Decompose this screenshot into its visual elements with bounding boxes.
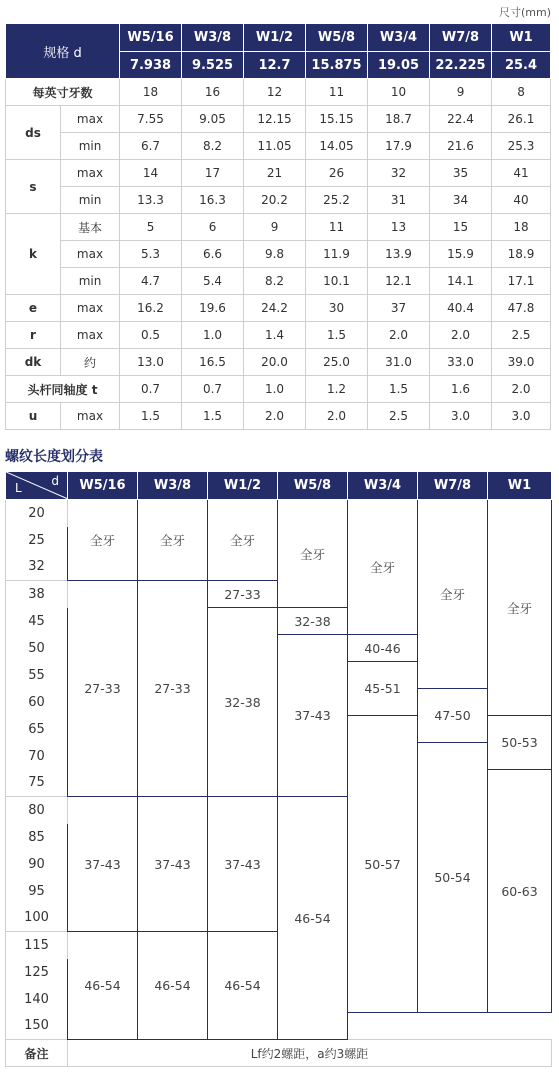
- size-header: W1/2: [208, 472, 278, 500]
- table-row: [6, 349, 551, 376]
- size-decimal: 9.525: [182, 52, 244, 79]
- row-label: dk: [6, 349, 61, 376]
- cell: 11: [306, 214, 368, 241]
- cell: 16.3: [182, 187, 244, 214]
- length-cell: 70: [6, 743, 68, 770]
- cell: 9.8: [244, 241, 306, 268]
- cell: 18.9: [492, 241, 551, 268]
- cell: 39.0: [492, 349, 551, 376]
- row-label: u: [6, 403, 61, 430]
- cell: 9: [430, 79, 492, 106]
- length-cell: 75: [6, 770, 68, 797]
- range-cell: 40-46: [348, 635, 418, 662]
- length-cell: 20: [6, 500, 68, 527]
- size-header: W1: [488, 472, 552, 500]
- size-decimal: 22.225: [430, 52, 492, 79]
- size-header: W3/8: [182, 24, 244, 52]
- size-header: W3/4: [368, 24, 430, 52]
- full-thread-cell: 全牙: [68, 500, 138, 581]
- size-header: W5/8: [278, 472, 348, 500]
- sub-label: max: [61, 403, 120, 430]
- cell: 17: [182, 160, 244, 187]
- size-header: W7/8: [430, 24, 492, 52]
- dimension-table: [5, 23, 551, 430]
- range-cell: 37-43: [68, 797, 138, 932]
- cell: 24.2: [244, 295, 306, 322]
- cell: 35: [430, 160, 492, 187]
- row-label: ds: [6, 106, 61, 160]
- length-cell: 55: [6, 662, 68, 689]
- cell: 11.9: [306, 241, 368, 268]
- cell: 26: [306, 160, 368, 187]
- cell: 2.0: [306, 403, 368, 430]
- size-decimal: 15.875: [306, 52, 368, 79]
- length-cell: 125: [6, 959, 68, 986]
- cell: 1.5: [306, 322, 368, 349]
- cell: 11: [306, 79, 368, 106]
- cell: 12.15: [244, 106, 306, 133]
- range-cell: 46-54: [68, 932, 138, 1040]
- cell: 18: [492, 214, 551, 241]
- cell: 0.7: [182, 376, 244, 403]
- length-cell: 100: [6, 905, 68, 932]
- range-cell: 47-50: [418, 689, 488, 743]
- cell: 1.4: [244, 322, 306, 349]
- cell: 15.9: [430, 241, 492, 268]
- cell: 30: [306, 295, 368, 322]
- size-decimal: 7.938: [120, 52, 182, 79]
- length-cell: 115: [6, 932, 68, 959]
- cell: 0.5: [120, 322, 182, 349]
- cell: 37: [368, 295, 430, 322]
- cell: 22.4: [430, 106, 492, 133]
- sub-label: max: [61, 295, 120, 322]
- table-row: [6, 241, 551, 268]
- sub-label: min: [61, 268, 120, 295]
- length-cell: 95: [6, 878, 68, 905]
- range-cell: 60-63: [488, 770, 552, 1013]
- table-row: [6, 160, 551, 187]
- corner-label-d: d: [51, 474, 59, 488]
- cell: 6.6: [182, 241, 244, 268]
- cell: 2.5: [368, 403, 430, 430]
- length-cell: 50: [6, 635, 68, 662]
- table-row: [6, 322, 551, 349]
- cell: 16.2: [120, 295, 182, 322]
- thread-length-table: [5, 471, 552, 1067]
- length-cell: 140: [6, 986, 68, 1013]
- table-row: [6, 79, 551, 106]
- sub-label: 基本: [61, 214, 120, 241]
- full-thread-cell: 全牙: [278, 500, 348, 608]
- cell: 34: [430, 187, 492, 214]
- cell: 16: [182, 79, 244, 106]
- note-label: 备注: [6, 1040, 68, 1067]
- cell: 1.6: [430, 376, 492, 403]
- cell: 2.0: [244, 403, 306, 430]
- row-label: 每英寸牙数: [6, 79, 120, 106]
- sub-label: max: [61, 106, 120, 133]
- length-cell: 65: [6, 716, 68, 743]
- cell: 25.0: [306, 349, 368, 376]
- row-label: r: [6, 322, 61, 349]
- cell: 14.1: [430, 268, 492, 295]
- cell: 2.0: [368, 322, 430, 349]
- full-thread-cell: 全牙: [348, 500, 418, 635]
- range-cell: 46-54: [278, 797, 348, 1040]
- cell: 13.0: [120, 349, 182, 376]
- length-cell: 38: [6, 581, 68, 608]
- size-decimal: 19.05: [368, 52, 430, 79]
- length-cell: 45: [6, 608, 68, 635]
- range-cell: 37-43: [138, 797, 208, 932]
- cell: 25.3: [492, 133, 551, 160]
- cell: 41: [492, 160, 551, 187]
- cell: 20.0: [244, 349, 306, 376]
- cell: 14.05: [306, 133, 368, 160]
- size-header: W5/16: [68, 472, 138, 500]
- cell: 0.7: [120, 376, 182, 403]
- cell: 16.5: [182, 349, 244, 376]
- sub-label: 约: [61, 349, 120, 376]
- table-row: [6, 187, 551, 214]
- size-header: W3/4: [348, 472, 418, 500]
- length-cell: 150: [6, 1013, 68, 1040]
- cell: 13.3: [120, 187, 182, 214]
- range-cell: 27-33: [208, 581, 278, 608]
- cell: 13.9: [368, 241, 430, 268]
- cell: 12: [244, 79, 306, 106]
- cell: 11.05: [244, 133, 306, 160]
- table-row: [6, 214, 551, 241]
- cell: 2.0: [430, 322, 492, 349]
- cell: 1.2: [306, 376, 368, 403]
- cell: 40.4: [430, 295, 492, 322]
- size-header: W1: [492, 24, 551, 52]
- size-header: W5/16: [120, 24, 182, 52]
- range-cell: 32-38: [208, 608, 278, 797]
- spec-header: 规格 d: [6, 24, 120, 79]
- cell: 40: [492, 187, 551, 214]
- table-row: [6, 133, 551, 160]
- cell: 21.6: [430, 133, 492, 160]
- full-thread-cell: 全牙: [418, 500, 488, 689]
- cell: 7.55: [120, 106, 182, 133]
- cell: 1.0: [182, 322, 244, 349]
- row-label: e: [6, 295, 61, 322]
- row-label: k: [6, 214, 61, 295]
- size-header: W1/2: [244, 24, 306, 52]
- sub-label: min: [61, 133, 120, 160]
- range-cell: 45-51: [348, 662, 418, 716]
- range-cell: 37-43: [208, 797, 278, 932]
- table-row: [6, 295, 551, 322]
- range-cell: 32-38: [278, 608, 348, 635]
- range-cell: 27-33: [68, 581, 138, 797]
- cell: 4.7: [120, 268, 182, 295]
- cell: 1.0: [244, 376, 306, 403]
- cell: 5: [120, 214, 182, 241]
- full-thread-cell: 全牙: [488, 500, 552, 716]
- cell: 9.05: [182, 106, 244, 133]
- cell: 26.1: [492, 106, 551, 133]
- corner-header: [6, 472, 68, 500]
- cell: 6.7: [120, 133, 182, 160]
- cell: 18: [120, 79, 182, 106]
- section-title: 螺纹长度划分表: [5, 449, 103, 465]
- table-row: [6, 106, 551, 133]
- cell: 15: [430, 214, 492, 241]
- cell: 5.3: [120, 241, 182, 268]
- cell: 17.9: [368, 133, 430, 160]
- length-cell: 85: [6, 824, 68, 851]
- length-cell: 32: [6, 554, 68, 581]
- size-header: W5/8: [306, 24, 368, 52]
- length-cell: 60: [6, 689, 68, 716]
- table-row: [6, 403, 551, 430]
- length-cell: 25: [6, 527, 68, 554]
- sub-label: max: [61, 160, 120, 187]
- cell: 31.0: [368, 349, 430, 376]
- full-thread-cell: 全牙: [208, 500, 278, 581]
- cell: 6: [182, 214, 244, 241]
- cell: 3.0: [430, 403, 492, 430]
- cell: 17.1: [492, 268, 551, 295]
- size-header: W3/8: [138, 472, 208, 500]
- cell: 25.2: [306, 187, 368, 214]
- cell: 8: [492, 79, 551, 106]
- cell: 13: [368, 214, 430, 241]
- cell: 15.15: [306, 106, 368, 133]
- cell: 9: [244, 214, 306, 241]
- cell: 32: [368, 160, 430, 187]
- range-cell: 50-53: [488, 716, 552, 770]
- size-decimal: 12.7: [244, 52, 306, 79]
- row-label: s: [6, 160, 61, 214]
- cell: 2.5: [492, 322, 551, 349]
- corner-label-L: L: [15, 481, 22, 495]
- cell: 14: [120, 160, 182, 187]
- full-thread-cell: 全牙: [138, 500, 208, 581]
- range-cell: 27-33: [138, 581, 208, 797]
- cell: 1.5: [120, 403, 182, 430]
- sub-label: min: [61, 187, 120, 214]
- length-cell: 80: [6, 797, 68, 824]
- cell: 10.1: [306, 268, 368, 295]
- length-cell: 90: [6, 851, 68, 878]
- cell: 33.0: [430, 349, 492, 376]
- cell: 8.2: [182, 133, 244, 160]
- cell: 1.5: [368, 376, 430, 403]
- size-decimal: 25.4: [492, 52, 551, 79]
- size-header: W7/8: [418, 472, 488, 500]
- row-label: 头杆同轴度 t: [6, 376, 120, 403]
- range-cell: 46-54: [208, 932, 278, 1040]
- cell: 19.6: [182, 295, 244, 322]
- cell: 12.1: [368, 268, 430, 295]
- range-cell: 46-54: [138, 932, 208, 1040]
- cell: 8.2: [244, 268, 306, 295]
- sub-label: max: [61, 322, 120, 349]
- cell: 3.0: [492, 403, 551, 430]
- table-row: [6, 268, 551, 295]
- unit-label: 尺寸(mm): [498, 6, 551, 19]
- range-cell: 50-54: [418, 743, 488, 1013]
- cell: 20.2: [244, 187, 306, 214]
- cell: 5.4: [182, 268, 244, 295]
- cell: 18.7: [368, 106, 430, 133]
- range-cell: 37-43: [278, 635, 348, 797]
- cell: 2.0: [492, 376, 551, 403]
- range-cell: 50-57: [348, 716, 418, 1013]
- cell: 21: [244, 160, 306, 187]
- note-text: Lf约2螺距，a约3螺距: [68, 1040, 552, 1067]
- cell: 31: [368, 187, 430, 214]
- cell: 10: [368, 79, 430, 106]
- sub-label: max: [61, 241, 120, 268]
- table-row: [6, 376, 551, 403]
- cell: 1.5: [182, 403, 244, 430]
- cell: 47.8: [492, 295, 551, 322]
